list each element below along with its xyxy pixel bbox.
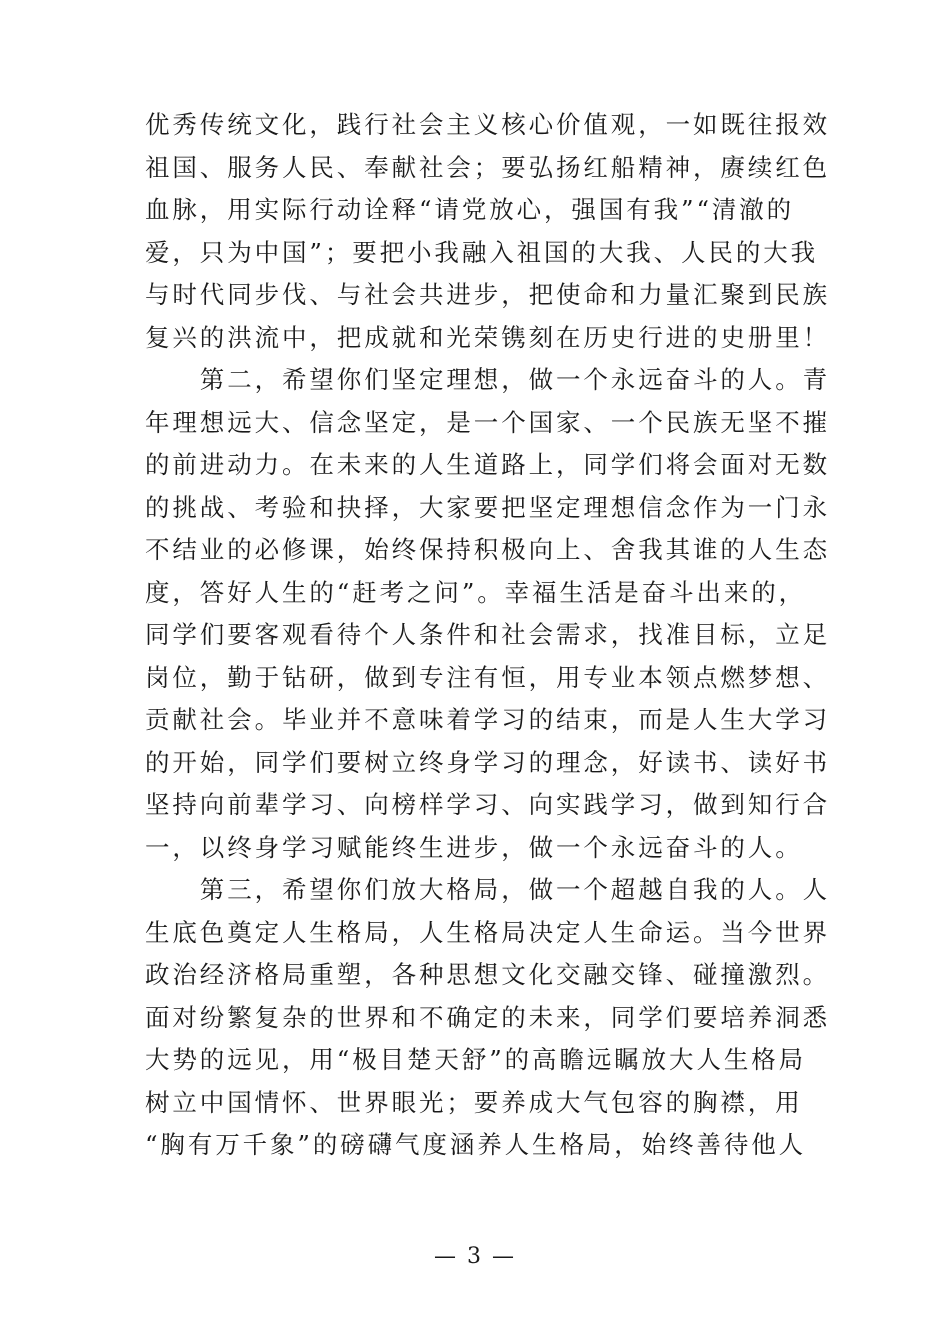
text-line: 一，以终身学习赋能终生进步，做一个永远奋斗的人。: [145, 832, 803, 862]
text-line: 血脉，用实际行动诠释“请党放心，强国有我”“清澈的: [145, 195, 795, 224]
text-line: “胸有万千象”的磅礴气度涵养人生格局，始终善待他人: [145, 1130, 807, 1159]
text-line: 与时代同步伐、与社会共进步，把使命和力量汇聚到民族: [145, 280, 830, 309]
text-line: 爱，只为中国”；要把小我融入祖国的大我、人民的大我: [145, 237, 819, 267]
text-line: 复兴的洪流中，把成就和光荣镌刻在历史行进的史册里！: [145, 322, 830, 352]
text-line: 岗位，勤于钻研，做到专注有恒，用专业本领点燃梦想、: [145, 662, 830, 692]
text-line: 政治经济格局重塑，各种思想文化交融交锋、碰撞激烈。: [145, 960, 830, 989]
text-line: 贡献社会。毕业并不意味着学习的结束，而是人生大学习: [145, 705, 830, 734]
text-line: 第三，希望你们放大格局，做一个超越自我的人。人: [145, 875, 830, 904]
text-line: 优秀传统文化，践行社会主义核心价值观，一如既往报效: [145, 110, 830, 139]
text-line: 祖国、服务人民、奉献社会；要弘扬红船精神，赓续红色: [145, 152, 830, 182]
text-line: 不结业的必修课，始终保持积极向上、舍我其谁的人生态: [145, 535, 830, 564]
text-line: 生底色奠定人生格局，人生格局决定人生命运。当今世界: [145, 917, 830, 947]
text-line: 大势的远见，用“极目楚天舒”的高瞻远瞩放大人生格局: [145, 1045, 807, 1074]
body-text: [145, 104, 830, 1167]
text-line: 同学们要客观看待个人条件和社会需求，找准目标，立足: [145, 620, 830, 649]
text-line: 度，答好人生的“赶考之问”。幸福生活是奋斗出来的，: [145, 577, 807, 607]
text-line: 树立中国情怀、世界眼光；要养成大气包容的胸襟，用: [145, 1087, 803, 1117]
text-line: 年理想远大、信念坚定，是一个国家、一个民族无坚不摧: [145, 407, 830, 437]
text-line: 的前进动力。在未来的人生道路上，同学们将会面对无数: [145, 450, 830, 479]
text-line: 的开始，同学们要树立终身学习的理念，好读书、读好书: [145, 747, 830, 777]
text-line: 坚持向前辈学习、向榜样学习、向实践学习，做到知行合: [145, 790, 830, 819]
text-line: 第二，希望你们坚定理想，做一个永远奋斗的人。青: [145, 365, 830, 394]
text-line: 的挑战、考验和抉择，大家要把坚定理想信念作为一门永: [145, 492, 830, 522]
text-line: 面对纷繁复杂的世界和不确定的未来，同学们要培养洞悉: [145, 1002, 830, 1032]
page-number: — 3 —: [434, 1244, 516, 1269]
